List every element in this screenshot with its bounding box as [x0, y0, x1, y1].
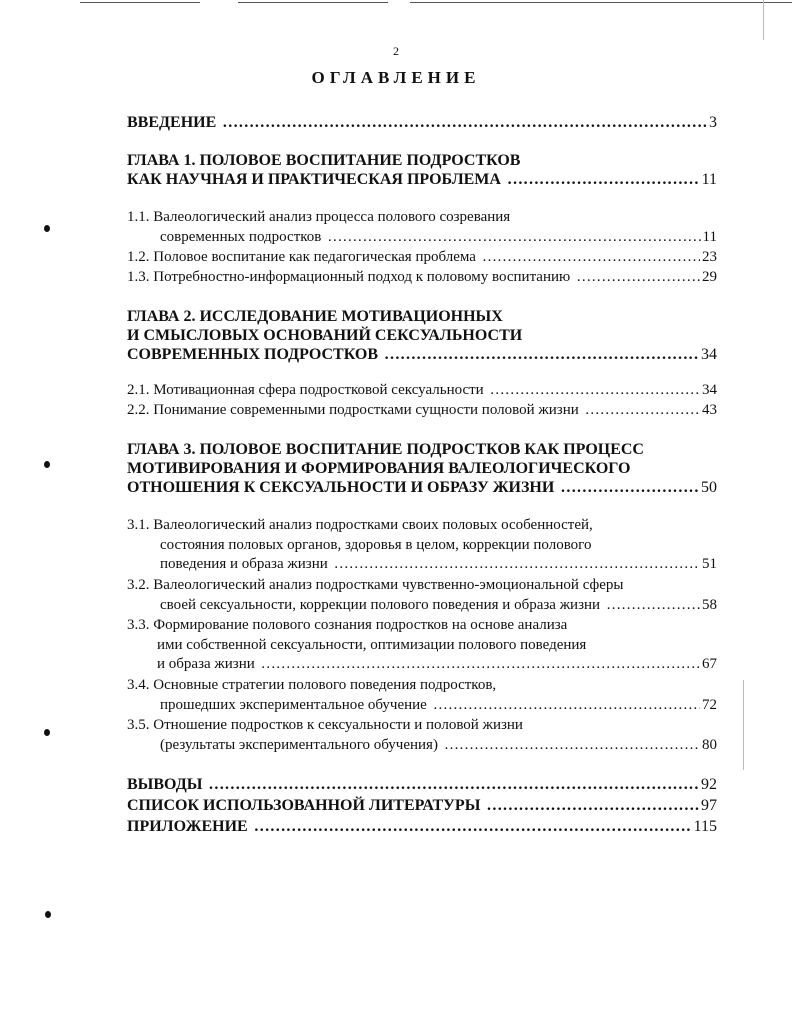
scan-edge-shadow	[763, 0, 764, 40]
toc-section-title: 1.2. Половое воспитание как педагогическая проблема	[127, 249, 476, 265]
dot-leader	[261, 655, 700, 675]
toc-entry-introduction[interactable]	[127, 113, 717, 132]
toc-page-number: 3	[709, 114, 717, 131]
dot-leader	[327, 228, 700, 248]
toc-entry-references[interactable]	[127, 796, 717, 816]
toc-chapter-title: ОТНОШЕНИЯ К СЕКСУАЛЬНОСТИ И ОБРАЗУ ЖИЗНИ	[127, 479, 555, 496]
toc-chapter-title: МОТИВИРОВАНИЯ И ФОРМИРОВАНИЯ ВАЛЕОЛОГИЧЕСКОГО	[127, 460, 631, 477]
toc-section-title: 3.2. Валеологический анализ подростками чувственно-эмоциональной сферы	[127, 577, 624, 593]
dot-leader	[482, 248, 700, 268]
dot-leader	[433, 696, 700, 716]
dot-leader	[208, 775, 699, 795]
dot-leader	[486, 796, 699, 816]
toc-section-3-2[interactable]	[127, 576, 717, 615]
toc-section-3-4[interactable]	[127, 676, 717, 715]
scan-edge-shadow	[743, 680, 744, 770]
toc-section-title: поведения и образа жизни	[160, 556, 328, 572]
toc-section-title: ими собственной сексуальности, оптимизации полового поведения	[157, 636, 587, 653]
dot-leader	[507, 170, 700, 189]
toc-section-title: современных подростков	[160, 228, 322, 245]
toc-section-title: 2.1. Мотивационная сфера подростковой сексуальности	[127, 382, 484, 398]
toc-chapter-1[interactable]	[127, 151, 717, 189]
toc-chapter-title: СОВРЕМЕННЫХ ПОДРОСТКОВ	[127, 346, 379, 363]
scan-edge-line	[410, 2, 792, 3]
toc-section-title: 1.3. Потребностно-информационный подход к половому воспитанию	[127, 269, 571, 285]
toc-section-1-3[interactable]	[127, 268, 717, 288]
toc-page-number: 23	[702, 249, 717, 265]
dot-leader	[576, 268, 700, 288]
toc-chapter-3[interactable]	[127, 440, 717, 497]
scan-edge-line	[80, 2, 200, 3]
toc-section-title: (результаты экспериментального обучения)	[160, 736, 438, 753]
toc-section-title: 1.1. Валеологический анализ процесса полового созревания	[127, 209, 511, 225]
toc-section-title: своей сексуальности, коррекции полового поведения и образа жизни	[160, 596, 601, 613]
toc-section-3-1[interactable]	[127, 516, 717, 575]
dot-leader	[444, 736, 700, 756]
toc-chapter-2[interactable]	[127, 307, 717, 364]
toc-chapter-title: ГЛАВА 1. ПОЛОВОЕ ВОСПИТАНИЕ ПОДРОСТКОВ	[127, 152, 521, 169]
toc-page-number: 67	[702, 656, 717, 672]
toc-entry-label: ВВЕДЕНИЕ	[127, 114, 217, 131]
toc-chapter-title: ГЛАВА 2. ИССЛЕДОВАНИЕ МОТИВАЦИОННЫХ	[127, 308, 503, 325]
toc-chapter-title: КАК НАУЧНАЯ И ПРАКТИЧЕСКАЯ ПРОБЛЕМА	[127, 171, 501, 188]
toc-section-3-5[interactable]	[127, 716, 717, 755]
dot-leader	[490, 381, 700, 401]
binder-hole-mark	[45, 911, 51, 918]
toc-section-title: состояния половых органов, здоровья в целом, коррекции полового	[160, 536, 592, 553]
toc-page-number: 58	[702, 596, 717, 613]
toc-entry-label: СПИСОК ИСПОЛЬЗОВАННОЙ ЛИТЕРАТУРЫ	[127, 797, 481, 814]
toc-page-number: 80	[702, 736, 717, 753]
dot-leader	[254, 817, 692, 837]
toc-section-title: 3.5. Отношение подростков к сексуальности и половой жизни	[127, 717, 523, 733]
scan-edge-line	[238, 2, 388, 3]
dot-leader	[222, 113, 707, 132]
toc-page-number: 34	[701, 346, 717, 363]
binder-hole-mark	[44, 729, 50, 736]
toc-section-2-1[interactable]	[127, 381, 717, 401]
dot-leader	[585, 401, 700, 421]
dot-leader	[606, 596, 700, 616]
toc-page-number: 11	[702, 228, 717, 245]
toc-page-number: 97	[701, 797, 717, 814]
toc-entry-label: ПРИЛОЖЕНИЕ	[127, 818, 248, 835]
toc-page-number: 11	[701, 171, 717, 188]
page-title: ОГЛАВЛЕНИЕ	[311, 68, 481, 87]
toc-entry-label: ВЫВОДЫ	[127, 776, 203, 793]
toc-section-title: и образа жизни	[157, 656, 255, 672]
toc-page-number: 50	[701, 479, 717, 496]
toc-section-title: 3.3. Формирование полового сознания подростков на основе анализа	[127, 617, 568, 633]
toc-section-title: 2.2. Понимание современными подростками сущности половой жизни	[127, 402, 579, 418]
toc-page-number: 72	[702, 696, 717, 713]
toc-section-2-2[interactable]	[127, 401, 717, 421]
binder-hole-mark	[44, 461, 50, 468]
toc-section-1-1[interactable]	[127, 208, 717, 247]
toc-entry-conclusions[interactable]	[127, 775, 717, 795]
dot-leader	[334, 555, 700, 575]
dot-leader	[384, 345, 699, 364]
toc-page-number: 115	[693, 818, 717, 835]
toc-page-number: 92	[701, 776, 717, 793]
page-number: 2	[393, 44, 399, 58]
binder-hole-mark	[44, 225, 50, 232]
toc-page-number: 29	[702, 269, 717, 285]
dot-leader	[560, 478, 699, 497]
toc-section-3-3[interactable]	[127, 616, 717, 675]
toc-chapter-title: ГЛАВА 3. ПОЛОВОЕ ВОСПИТАНИЕ ПОДРОСТКОВ КАК ПРОЦЕСС	[127, 441, 644, 458]
toc-section-title: 3.4. Основные стратегии полового поведения подростков,	[127, 677, 497, 693]
toc-page-number: 43	[702, 402, 717, 418]
toc-entry-appendix[interactable]	[127, 817, 717, 837]
toc-page-number: 34	[702, 382, 717, 398]
toc-page-number: 51	[702, 556, 717, 572]
toc-section-1-2[interactable]	[127, 248, 717, 268]
toc-chapter-title: И СМЫСЛОВЫХ ОСНОВАНИЙ СЕКСУАЛЬНОСТИ	[127, 327, 523, 344]
toc-section-title: 3.1. Валеологический анализ подростками своих половых особенностей,	[127, 517, 593, 533]
toc-section-title: прошедших экспериментальное обучение	[160, 696, 427, 713]
